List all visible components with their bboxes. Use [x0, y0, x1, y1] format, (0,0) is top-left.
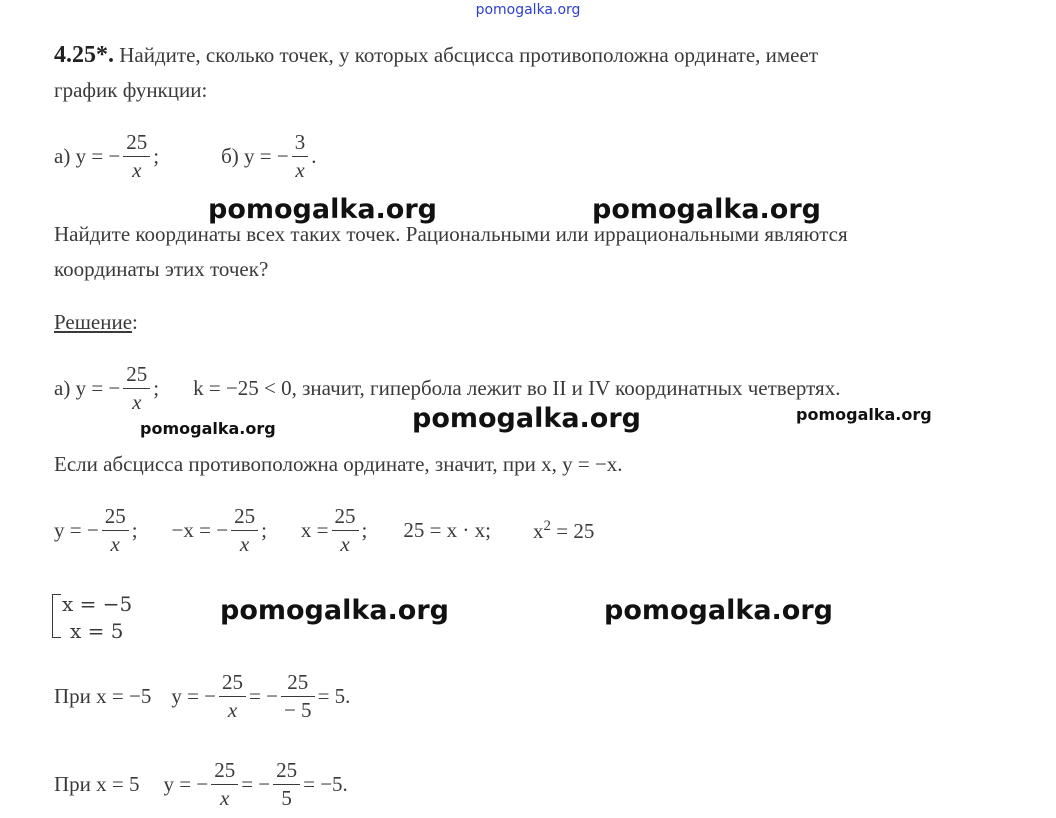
fraction-numerator: 25 [234, 504, 256, 528]
eq3-fraction [332, 506, 359, 555]
fraction-numerator: 3 [294, 130, 306, 154]
solution-a-sep: ; [153, 376, 160, 400]
solution-a-prefix: а) y = − [54, 376, 121, 400]
case-1-y: y = − [171, 684, 217, 708]
case-1-mid: = − [249, 684, 278, 708]
part-b-suffix: . [311, 144, 317, 168]
condition-line: Если абсцисса противоположна ординате, значит, при x, y = −x. [54, 452, 623, 476]
case-2-prefix: При x = 5 [54, 772, 140, 796]
fraction-denominator: − 5 [281, 696, 315, 721]
eq5-base: x [533, 518, 544, 543]
eq5 [533, 518, 594, 544]
system-bracket [52, 594, 61, 638]
problem-text-1: Найдите, сколько точек, у которых абсцисса противоположна ординате, имеет [119, 43, 818, 67]
case-2-fraction-2 [273, 760, 300, 809]
fraction-numerator: 25 [287, 670, 309, 694]
case-1-fraction-1 [219, 672, 246, 721]
problem-number: 4.25*. [54, 42, 114, 68]
part-b-fraction [292, 132, 309, 181]
eq2-fraction [231, 506, 258, 555]
fraction-numerator: 25 [126, 130, 148, 154]
case-2-mid: = − [241, 772, 271, 796]
watermark-text: pomogalka.org [140, 419, 276, 438]
question-line-2: координаты этих точек? [54, 257, 269, 281]
fraction-numerator: 25 [214, 758, 236, 782]
fraction-numerator: 25 [334, 504, 356, 528]
problem-line-1 [54, 42, 818, 69]
system-row-1: x = −5 [62, 592, 133, 616]
eq5-exponent: 2 [543, 517, 552, 534]
watermark-text: pomogalka.org [592, 194, 821, 225]
solution-heading [54, 310, 138, 335]
watermark-text: pomogalka.org [604, 595, 833, 626]
fraction-numerator: 25 [104, 504, 126, 528]
eq1-fraction [102, 506, 129, 555]
equations-line [54, 506, 594, 555]
system-row-2: x = 5 [70, 619, 124, 643]
eq1-sep: ; [131, 518, 138, 542]
fraction-denominator: x [102, 530, 129, 555]
eq3-sep: ; [361, 518, 368, 542]
fraction-denominator: x [123, 156, 150, 181]
case-2-result: = −5. [303, 772, 348, 796]
fraction-numerator: 25 [126, 362, 148, 386]
fraction-denominator: x [211, 784, 238, 809]
fraction-denominator: x [123, 388, 150, 413]
eq3-prefix: x = [300, 518, 329, 542]
problem-parts [54, 132, 316, 181]
case-2-y: y = − [163, 772, 209, 796]
eq5-rest: = 25 [551, 518, 595, 543]
case-1-line [54, 672, 350, 721]
case-1-fraction-2 [281, 672, 315, 721]
fraction-numerator: 25 [222, 670, 244, 694]
fraction-denominator: x [219, 696, 246, 721]
part-a-fraction [123, 132, 150, 181]
watermark-text: pomogalka.org [796, 405, 932, 424]
solution-heading-text: Решение [54, 310, 133, 334]
fraction-denominator: 5 [273, 784, 300, 809]
solution-a-fraction [123, 364, 150, 413]
solution-a-text: k = −25 < 0, значит, гипербола лежит во II и IV координатных четвертях. [193, 376, 841, 400]
solution-heading-colon: : [132, 310, 138, 334]
eq2-sep: ; [261, 518, 267, 542]
eq1-prefix: y = − [54, 518, 99, 542]
top-watermark[interactable]: pomogalka.org [475, 2, 581, 18]
fraction-denominator: x [332, 530, 359, 555]
watermark-text: pomogalka.org [412, 403, 641, 434]
fraction-numerator: 25 [276, 758, 298, 782]
part-a-suffix: ; [153, 144, 160, 168]
case-2-fraction-1 [211, 760, 238, 809]
part-a-prefix: а) y = − [54, 144, 121, 168]
fraction-denominator: x [292, 156, 309, 181]
case-1-result: = 5. [317, 684, 351, 708]
question-line-1: Найдите координаты всех таких точек. Рациональными или иррациональными являются [54, 222, 848, 246]
watermark-text: pomogalka.org [208, 194, 437, 225]
eq2-prefix: −x = − [171, 518, 229, 542]
part-b-prefix: б) y = − [221, 144, 289, 168]
case-2-line [54, 760, 348, 809]
eq4: 25 = x · x; [403, 518, 492, 542]
fraction-denominator: x [231, 530, 258, 555]
problem-line-2: график функции: [54, 78, 208, 102]
case-1-prefix: При x = −5 [54, 684, 152, 708]
watermark-text: pomogalka.org [220, 595, 449, 626]
